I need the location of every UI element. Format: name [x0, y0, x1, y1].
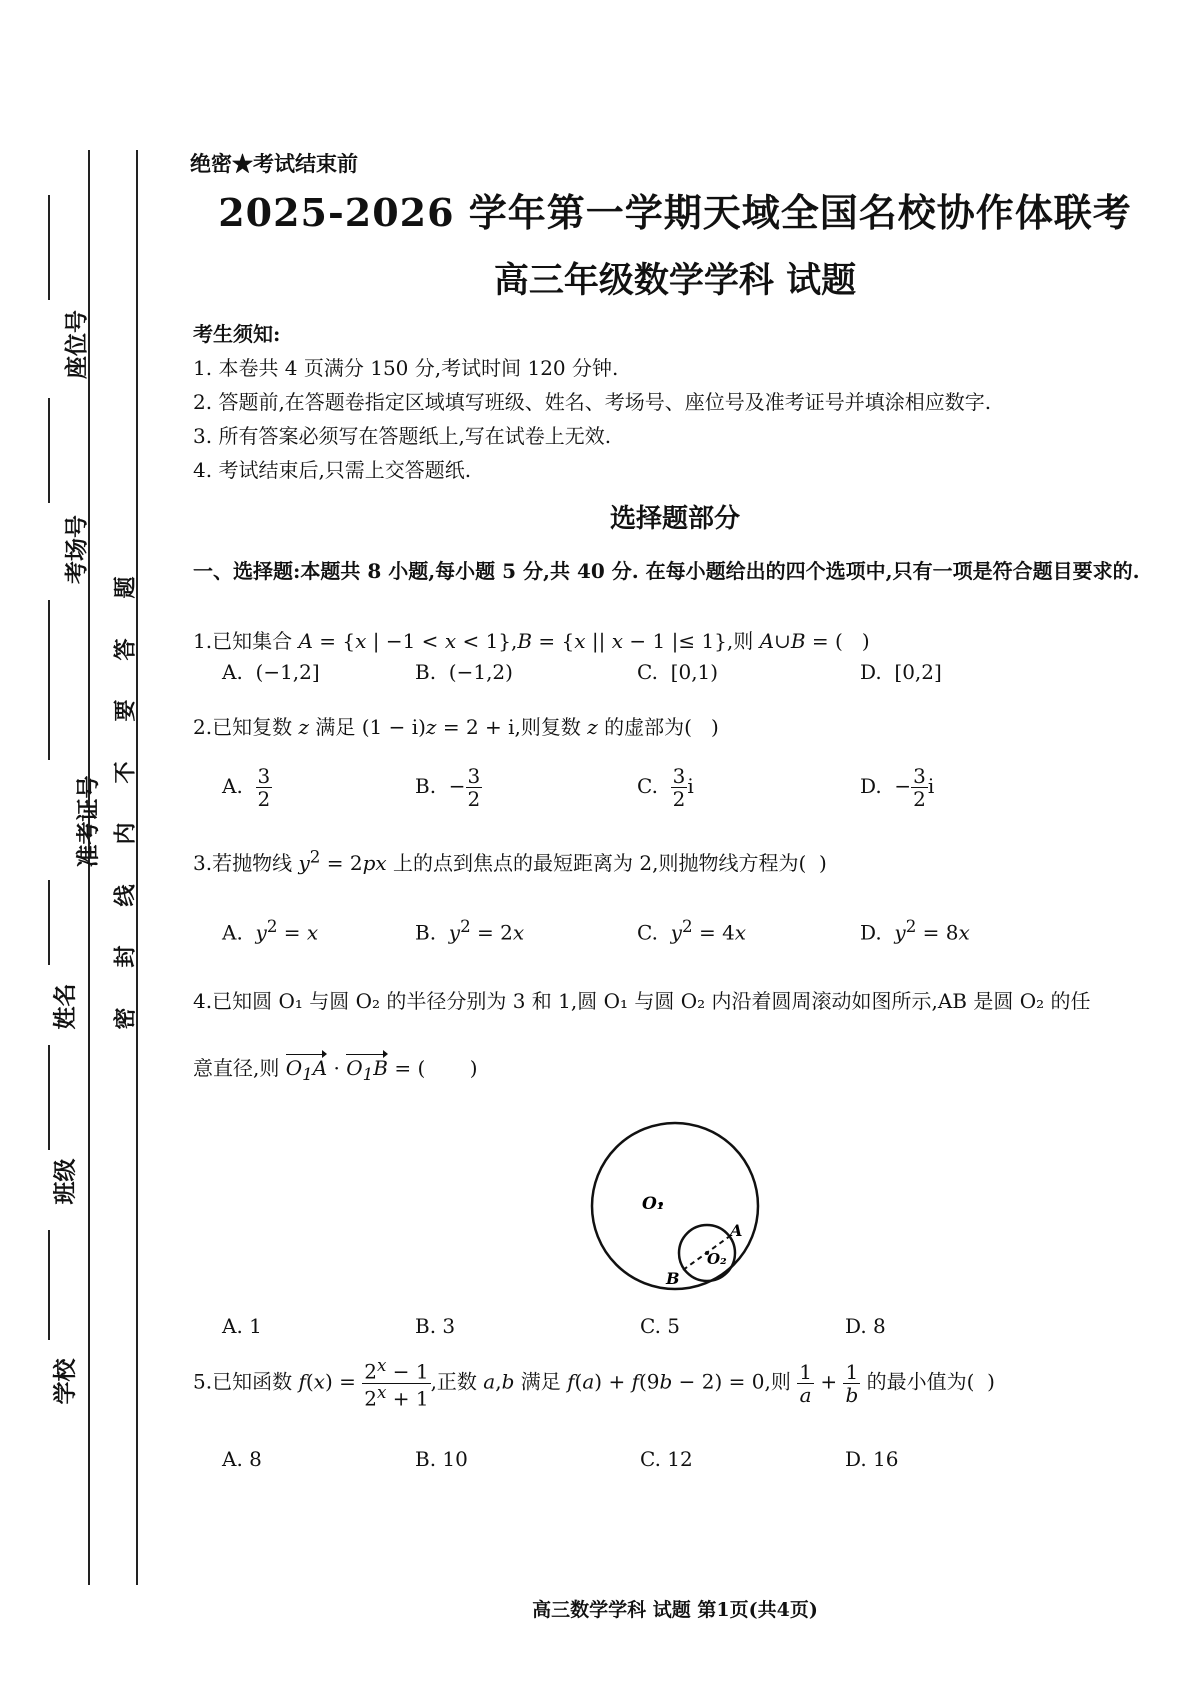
q4-option-b: B. 3 [415, 1314, 456, 1338]
q1-option-b: B. (−1,2) [415, 660, 513, 684]
q3-option-c: C. $y^2 = 4x$ [637, 917, 747, 945]
q1-option-a-value: (−1,2] [255, 660, 320, 684]
q3-option-d: D. $y^2 = 8x$ [860, 917, 970, 945]
q2-option-a: A. $\frac{3}{2}$ [222, 764, 271, 811]
notice-item: 4. 考试结束后,只需上交答题纸. [193, 458, 472, 482]
question-4-line2: 意直径,则 $O_1A \cdot O_1B$ = ( ) [193, 1056, 478, 1084]
notice-item: 3. 所有答案必须写在答题纸上,写在试卷上无效. [193, 424, 612, 448]
q1-option-d-value: [0,2] [894, 660, 942, 684]
q5-option-d: D. 16 [845, 1447, 899, 1471]
q1-option-c: C. [0,1) [637, 660, 719, 684]
field-label-name: 姓名 [51, 983, 79, 1030]
q4-option-a: A. 1 [222, 1314, 262, 1338]
field-line-id [48, 600, 50, 760]
q5-option-b: B. 10 [415, 1447, 468, 1471]
seal-char: 题 [112, 576, 139, 599]
field-line-room [48, 398, 50, 503]
seal-char: 答 [112, 638, 139, 661]
q3-option-a: A. $y^2 = x$ [222, 917, 319, 945]
page-footer: 高三数学学科 试题 第1页(共4页) [532, 1599, 818, 1621]
rolling-circles-figure [580, 1112, 770, 1302]
figure-label-o2: O₂ [707, 1250, 727, 1268]
seal-char: 要 [112, 699, 139, 722]
confidential-mark: 绝密★考试结束前 [190, 151, 358, 176]
question-4-line1: 4.已知圆 O₁ 与圆 O₂ 的半径分别为 3 和 1,圆 O₁ 与圆 O₂ 内沿着圆周滚动如图所示,AB 是圆 O₂ 的任 [193, 989, 1091, 1013]
q5-option-c: C. 12 [640, 1447, 693, 1471]
q2-option-b: B. − $\frac{3}{2}$ [415, 764, 481, 811]
q1-option-b-value: (−1,2) [448, 660, 513, 684]
field-label-id: 准考证号 [74, 775, 102, 868]
seal-char: 不 [112, 761, 139, 784]
field-label-room: 考场号 [63, 515, 90, 584]
question-2: 2.已知复数 z 满足 (1 − i)z = 2 + i,则复数 z 的虚部为( ) [193, 715, 719, 739]
question-3: 3.若抛物线 $y^2 = 2px$ 上的点到焦点的最短距离为 2,则抛物线方程为( ) [193, 847, 827, 875]
q4-option-c: C. 5 [640, 1314, 681, 1338]
q1-option-a: A. (−1,2] [222, 660, 320, 684]
field-line-class [48, 1045, 50, 1150]
question-1: 1.已知集合 A = {x | −1 < x < 1},B = {x || x − 1 |≤ 1},则 A∪B = ( ) [193, 629, 870, 653]
notice-heading: 考生须知: [193, 322, 281, 346]
field-line-seat [48, 195, 50, 300]
figure-label-b: B [666, 1269, 680, 1288]
figure-label-o1: O₁ [642, 1194, 665, 1214]
seal-char: 封 [112, 945, 139, 968]
part-heading: 一、选择题:本题共 8 小题,每小题 5 分,共 40 分. 在每小题给出的四个选项中,只有一项是符合题目要求的. [193, 559, 1140, 583]
field-label-class: 班级 [51, 1158, 79, 1205]
field-line-school [48, 1230, 50, 1340]
notice-item: 1. 本卷共 4 页满分 150 分,考试时间 120 分钟. [193, 356, 619, 380]
figure-label-a: A [730, 1221, 743, 1240]
q5-option-a: A. 8 [222, 1447, 262, 1471]
notice-item: 2. 答题前,在答题卷指定区域填写班级、姓名、考场号、座位号及准考证号并填涂相应数字. [193, 390, 992, 414]
question-5: 5.已知函数 f(x) = $\frac{2^x - 1}{2^x + 1}$ ,正数 a,b 满足 f(a) + f(9b − 2) = 0,则 $\frac{1}{a}$ + $\frac{1}{b}$ 的最小值为( ) [193, 1356, 995, 1411]
q2-option-d: D. − $\frac{3}{2}$ i [860, 764, 935, 811]
q1-option-c-value: [0,1) [670, 660, 719, 684]
field-label-seat: 座位号 [63, 310, 90, 379]
exam-subtitle: 高三年级数学学科 试题 [493, 260, 857, 301]
q4-option-d: D. 8 [845, 1314, 886, 1338]
q1-option-d: D. [0,2] [860, 660, 942, 684]
field-line-name [48, 880, 50, 965]
exam-title: 2025-2026 学年第一学期天域全国名校协作体联考 [218, 190, 1132, 235]
q2-option-c: C. $\frac{3}{2}$ i [637, 764, 694, 811]
section-title: 选择题部分 [609, 504, 740, 534]
field-label-school: 学校 [51, 1358, 79, 1405]
seal-char: 线 [112, 884, 139, 907]
binding-line-inner [136, 150, 138, 1585]
seal-char: 密 [112, 1007, 139, 1030]
q3-option-b: B. $y^2 = 2x$ [415, 917, 525, 945]
seal-char: 内 [112, 822, 139, 845]
